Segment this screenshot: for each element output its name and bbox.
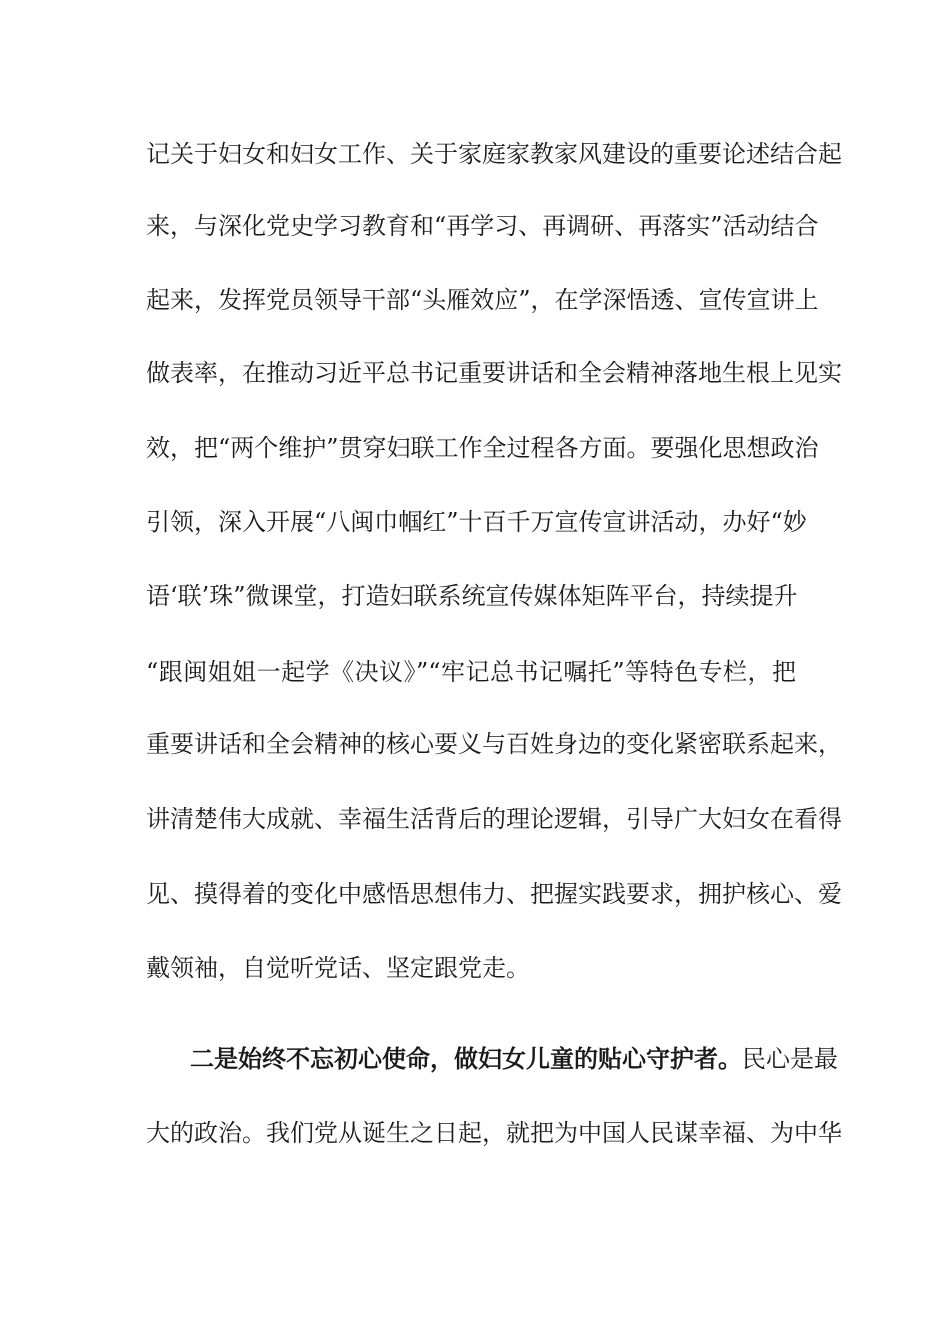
body-text-line: 语‘联’珠”微课堂，打造妇联系统宣传媒体矩阵平台，持续提升 [146,582,798,610]
body-text-inline: 民心是最 [742,1045,838,1073]
body-text-line: 讲清楚伟大成就、幸福生活背后的理论逻辑，引导广大妇女在看得 [146,805,842,833]
paragraph-heading: 二是始终不忘初心使命，做妇女儿童的贴心守护者。 [190,1044,742,1073]
body-text-line: 记关于妇女和妇女工作、关于家庭家教家风建设的重要论述结合起 [146,140,842,168]
body-text-line: 引领，深入开展“八闽巾帼红”十百千万宣传宣讲活动，办好“妙 [146,508,807,536]
body-text-line: 大的政治。我们党从诞生之日起，就把为中国人民谋幸福、为中华 [146,1119,842,1147]
body-text-line: 效，把“两个维护”贯穿妇联工作全过程各方面。要强化思想政治 [146,434,819,462]
body-text-line: 戴领袖，自觉听党话、坚定跟党走。 [146,954,530,982]
body-text-line: 做表率，在推动习近平总书记重要讲话和全会精神落地生根上见实 [146,359,842,387]
body-text-line: 来，与深化党史学习教育和“再学习、再调研、再落实”活动结合 [146,212,819,240]
body-text-line: 重要讲话和全会精神的核心要义与百姓身边的变化紧密联系起来， [146,730,842,758]
body-text-line: “跟闽姐姐一起学《决议》”“牢记总书记嘱托”等特色专栏，把 [146,658,796,686]
body-text-line: 见、摸得着的变化中感悟思想伟力、把握实践要求，拥护核心、爱 [146,880,842,908]
paragraph-heading-line [190,1044,838,1074]
body-text-line: 起来，发挥党员领导干部“头雁效应”，在学深悟透、宣传宣讲上 [146,286,819,314]
